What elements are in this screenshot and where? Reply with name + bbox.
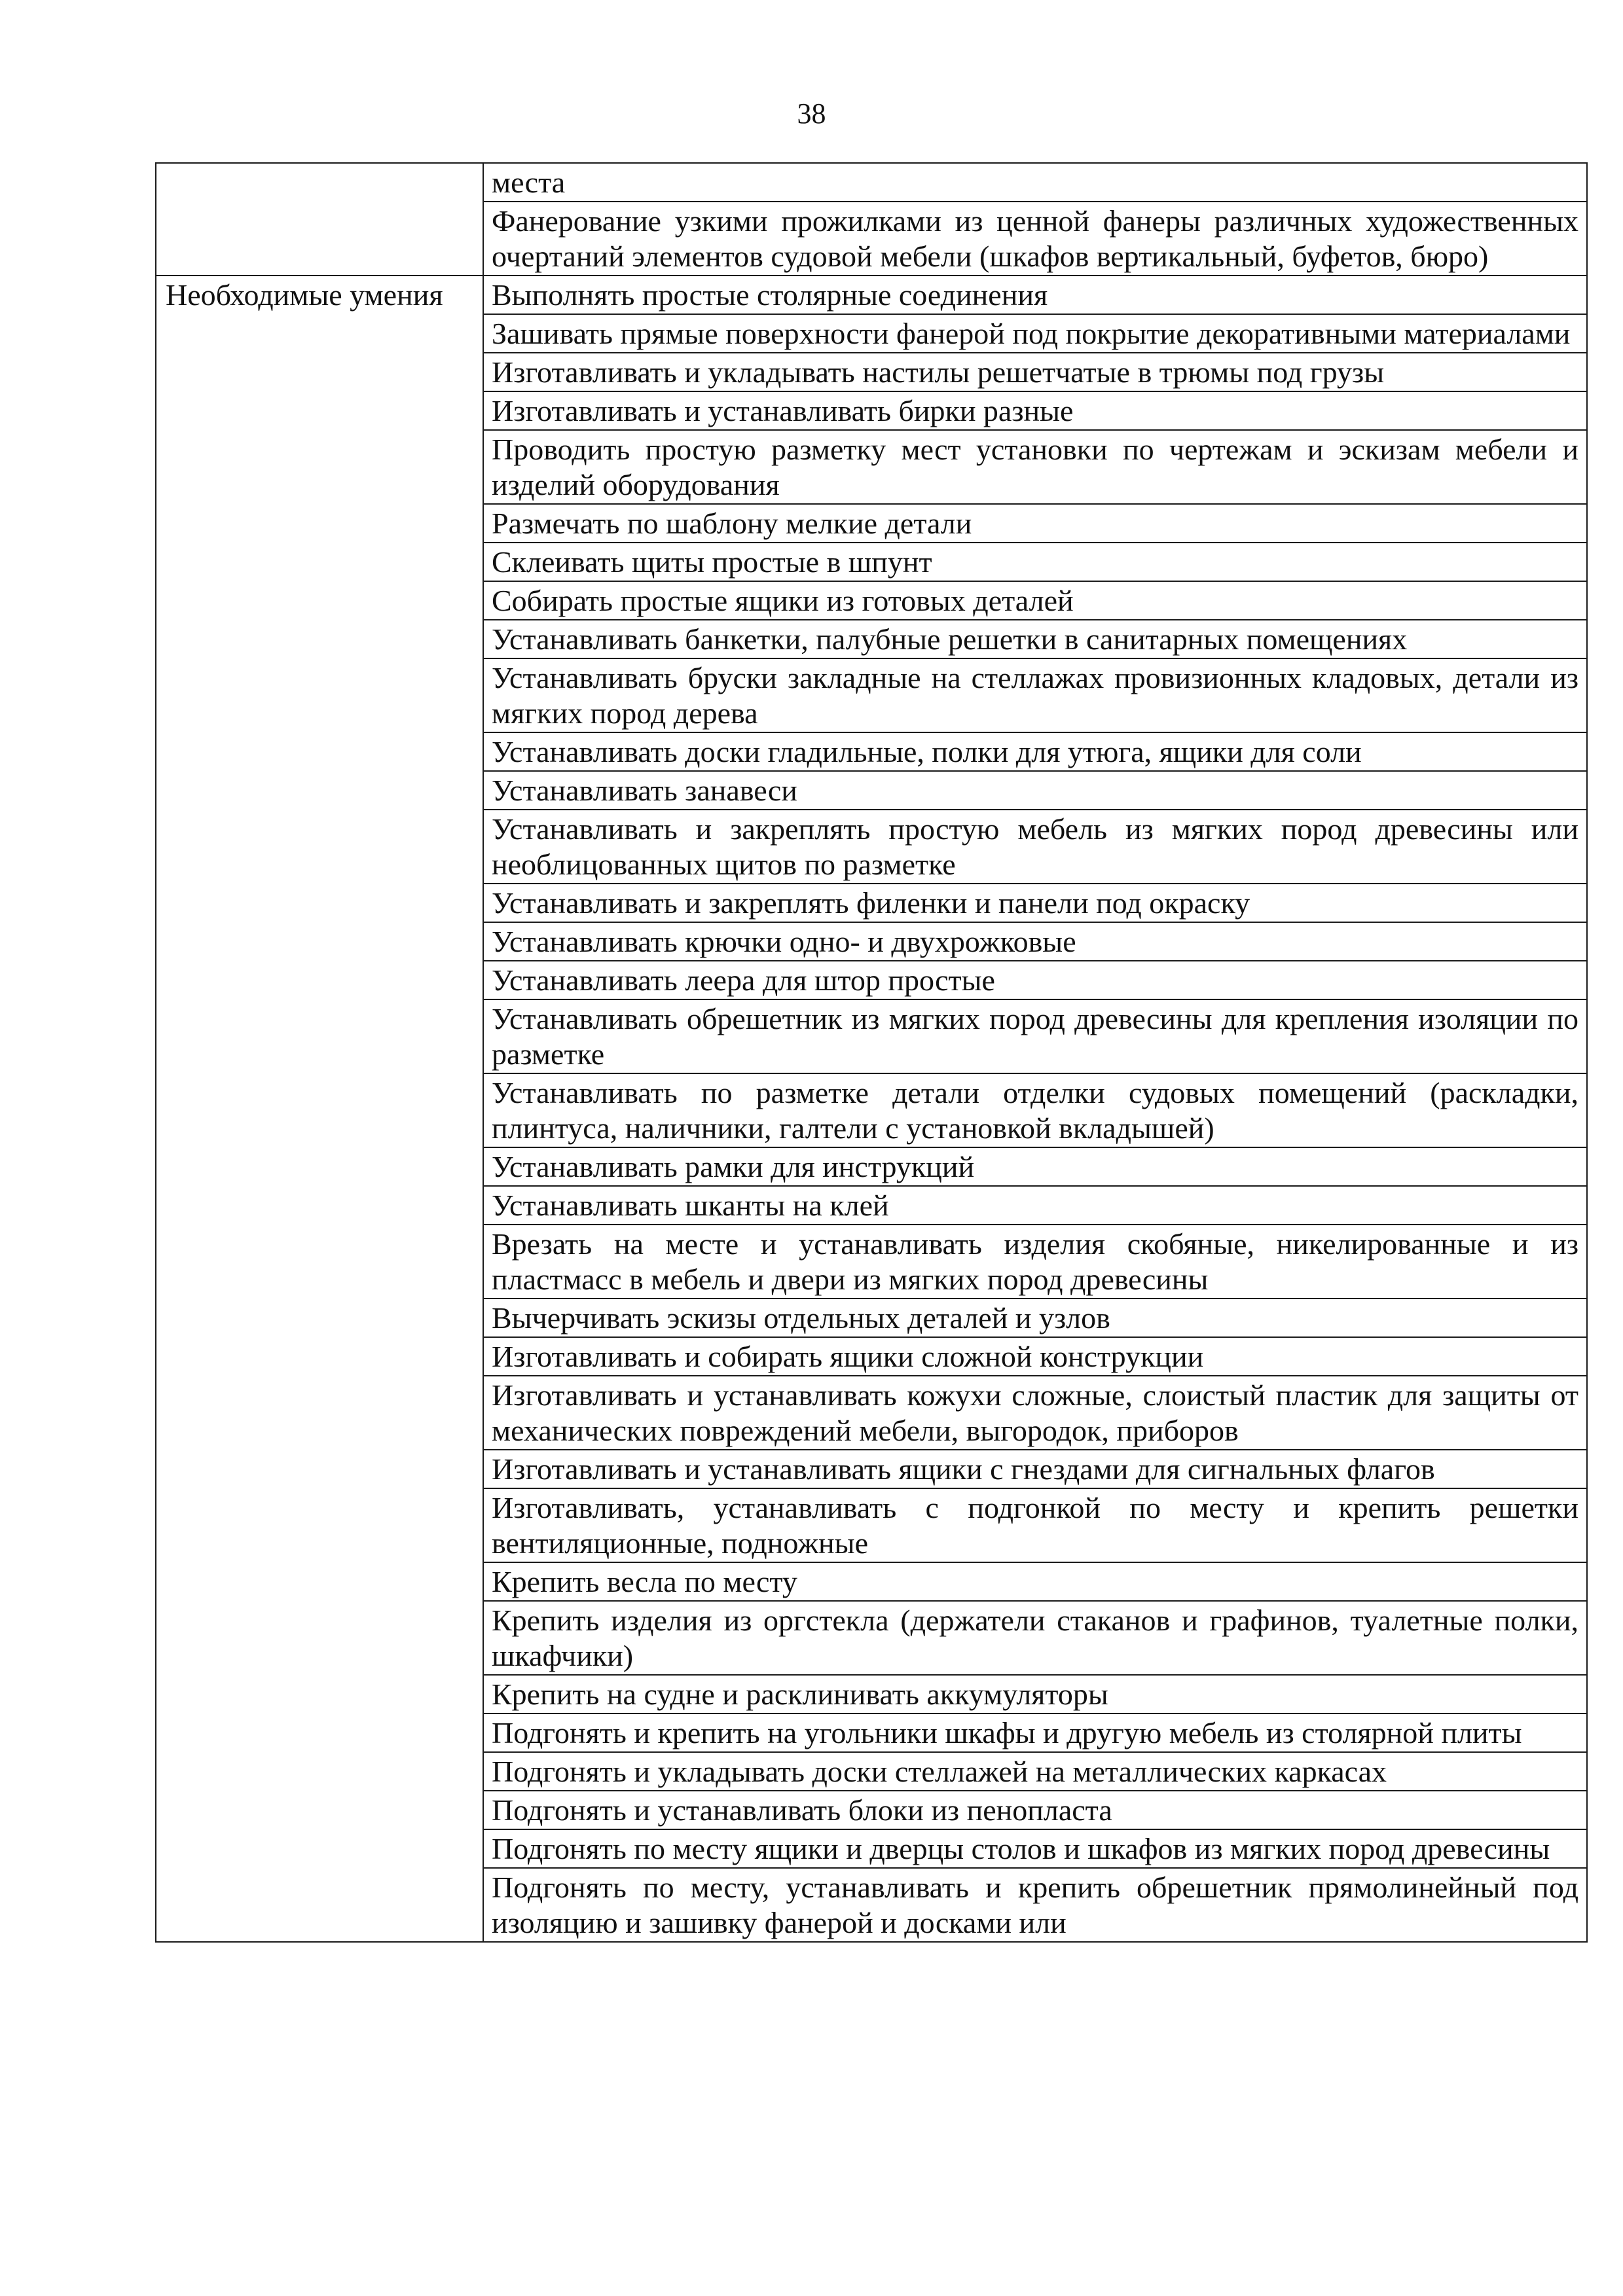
skill-item-cell: Подгонять по месту, устанавливать и крепить обрешетник прямолинейный под изоляцию и зашивку фанерой и досками или <box>483 1868 1587 1942</box>
skill-item-cell: Устанавливать крючки одно- и двухрожковые <box>483 922 1587 961</box>
skill-item-cell: Подгонять и устанавливать блоки из пенопласта <box>483 1791 1587 1829</box>
skill-item-cell: Подгонять по месту ящики и дверцы столов и шкафов из мягких пород древесины <box>483 1829 1587 1868</box>
page-number: 38 <box>797 98 826 130</box>
skill-item-cell: Склеивать щиты простые в шпунт <box>483 543 1587 581</box>
skill-item-cell: Устанавливать рамки для инструкций <box>483 1147 1587 1186</box>
skill-item-cell: Изготавливать и устанавливать бирки разные <box>483 391 1587 430</box>
table-row <box>156 163 1587 202</box>
skill-item-cell: Устанавливать леера для штор простые <box>483 961 1587 999</box>
skill-item-cell: Изготавливать и устанавливать ящики с гнездами для сигнальных флагов <box>483 1450 1587 1488</box>
skill-item-cell: Размечать по шаблону мелкие детали <box>483 504 1587 543</box>
continued-item-cell: Фанерование узкими прожилками из ценной фанеры различных художественных очертаний элементов судовой мебели (шкафов вертикальный, буфетов, бюро) <box>483 202 1587 276</box>
skill-item-cell: Подгонять и крепить на угольники шкафы и другую мебель из столярной плиты <box>483 1713 1587 1752</box>
skill-item-cell: Устанавливать шканты на клей <box>483 1186 1587 1225</box>
skill-item-cell: Изготавливать и собирать ящики сложной конструкции <box>483 1337 1587 1376</box>
skill-item-cell: Подгонять и укладывать доски стеллажей на металлических каркасах <box>483 1752 1587 1791</box>
skill-item-cell: Изготавливать и укладывать настилы решетчатые в трюмы под грузы <box>483 353 1587 391</box>
continued-item-cell: места <box>483 163 1587 202</box>
skill-item-cell: Изготавливать, устанавливать с подгонкой по месту и крепить решетки вентиляционные, подножные <box>483 1488 1587 1562</box>
skill-item-cell: Выполнять простые столярные соединения <box>483 276 1587 314</box>
skill-item-cell: Крепить весла по месту <box>483 1562 1587 1601</box>
competency-table <box>155 162 1588 1943</box>
skill-item-cell: Крепить изделия из оргстекла (держатели стаканов и графинов, туалетные полки, шкафчики) <box>483 1601 1587 1675</box>
skill-item-cell: Устанавливать и закреплять филенки и панели под окраску <box>483 884 1587 922</box>
skill-item-cell: Устанавливать обрешетник из мягких пород древесины для крепления изоляции по разметке <box>483 999 1587 1073</box>
table-row <box>156 276 1587 314</box>
skill-item-cell: Вычерчивать эскизы отдельных деталей и узлов <box>483 1299 1587 1337</box>
section-label-cell: Необходимые умения <box>156 276 483 1942</box>
skill-item-cell: Проводить простую разметку мест установки по чертежам и эскизам мебели и изделий оборудования <box>483 430 1587 504</box>
skill-item-cell: Устанавливать и закреплять простую мебель из мягких пород древесины или необлицованных щитов по разметке <box>483 810 1587 884</box>
skill-item-cell: Устанавливать бруски закладные на стеллажах провизионных кладовых, детали из мягких пород дерева <box>483 658 1587 732</box>
skill-item-cell: Устанавливать по разметке детали отделки судовых помещений (раскладки, плинтуса, наличники, галтели с установкой вкладышей) <box>483 1073 1587 1147</box>
skill-item-cell: Устанавливать доски гладильные, полки для утюга, ящики для соли <box>483 732 1587 771</box>
empty-label-cell <box>156 163 483 276</box>
skill-item-cell: Собирать простые ящики из готовых деталей <box>483 581 1587 620</box>
skill-item-cell: Крепить на судне и расклинивать аккумуляторы <box>483 1675 1587 1713</box>
skill-item-cell: Врезать на месте и устанавливать изделия скобяные, никелированные и из пластмасс в мебель и двери из мягких пород древесины <box>483 1225 1587 1299</box>
table-body <box>156 163 1587 1942</box>
skill-item-cell: Устанавливать занавеси <box>483 771 1587 810</box>
skill-item-cell: Устанавливать банкетки, палубные решетки в санитарных помещениях <box>483 620 1587 658</box>
skill-item-cell: Зашивать прямые поверхности фанерой под покрытие декоративными материалами <box>483 314 1587 353</box>
skill-item-cell: Изготавливать и устанавливать кожухи сложные, слоистый пластик для защиты от механических повреждений мебели, выгородок, приборов <box>483 1376 1587 1450</box>
